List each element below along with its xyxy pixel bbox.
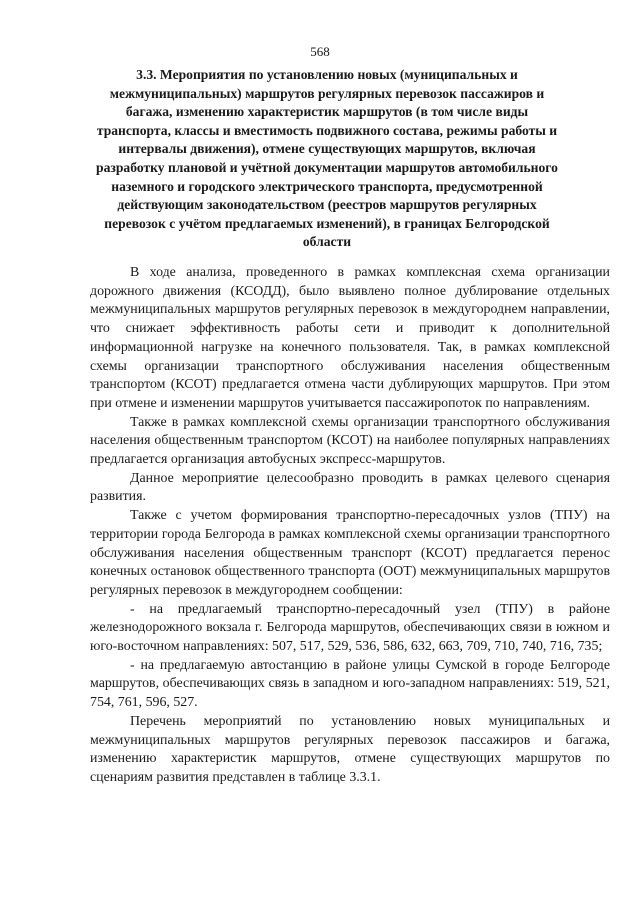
paragraph-table-reference: Перечень мероприятий по установлению новых муниципальных и межмуниципальных маршрутов регулярных перевозок пассажиров и багажа, изменению характеристик маршрутов, отмене существующих маршрутов по сценариям развития представлен в таблице 3.3.1. bbox=[90, 713, 610, 785]
section-heading: 3.3. Мероприятия по установлению новых (муниципальных и межмуниципальных) маршрутов регулярных перевозок пассажиров и багажа, изменению характеристик маршрутов (в том числе виды транспорта, классы и вместимость подвижного состава, режимы работы и интервалы движения), отмене существующих маршрутов, включая разработку плановой и учётной документации маршрутов автомобильного наземного и городского электрического транспорта, предусмотренной действующим законодательством (реестров маршрутов регулярных перевозок с учётом предлагаемых изменений), в границах Белгородской области bbox=[96, 67, 558, 250]
body-text bbox=[90, 264, 610, 788]
paragraph-tpu-transfer: Также с учетом формирования транспортно-пересадочных узлов (ТПУ) на территории города Белгорода в рамках комплексной схемы организации транспортного обслуживания населения общественным транспорт (КСОТ) предлагается перенос конечных остановок общественного транспорта (ООТ) межмуниципальных маршрутов регулярных перевозок в междугороднем сообщении: bbox=[90, 508, 610, 598]
page-number: 568 bbox=[310, 44, 330, 59]
paragraph-express-routes: Также в рамках комплексной схемы организации транспортного обслуживания населения общественным транспортом (КСОТ) на наиболее популярных направлениях предлагается организация автобусных экспресс-маршрутов. bbox=[90, 414, 610, 468]
paragraph-list-item-bus-station: - на предлагаемую автостанцию в районе улицы Сумской в городе Белгороде маршрутов, обеспечивающих связь в западном и юго-западном направлениях: 519, 521, 754, 761, 596, 527. bbox=[90, 657, 610, 711]
paragraph-scenario: Данное мероприятие целесообразно проводить в рамках целевого сценария развития. bbox=[90, 470, 610, 505]
paragraph-list-item-railway: - на предлагаемый транспортно-пересадочный узел (ТПУ) в районе железнодорожного вокзала г. Белгорода маршрутов, обеспечивающих связи в южном и юго-восточном направлениях: 507, 517, 529, 536, 586, 632, 663, 709, 710, 740, 716, 735; bbox=[90, 601, 610, 655]
paragraph-analysis: В ходе анализа, проведенного в рамках комплексная схема организации дорожного движения (КСОДД), было выявлено полное дублирование отдельных межмуниципальных маршрутов регулярных перевозок в междугороднем направлении, что снижает эффективность работы сети и приводит к дополнительной информационной нагрузке на конечного пользователя. Так, в рамках комплексной схемы организации транспортного обслуживания населения общественным транспортом (КСОТ) предлагается отмена части дублирующих маршрутов. При этом при отмене и изменении маршрутов учитывается пассажиропоток по направлениям. bbox=[90, 265, 610, 411]
